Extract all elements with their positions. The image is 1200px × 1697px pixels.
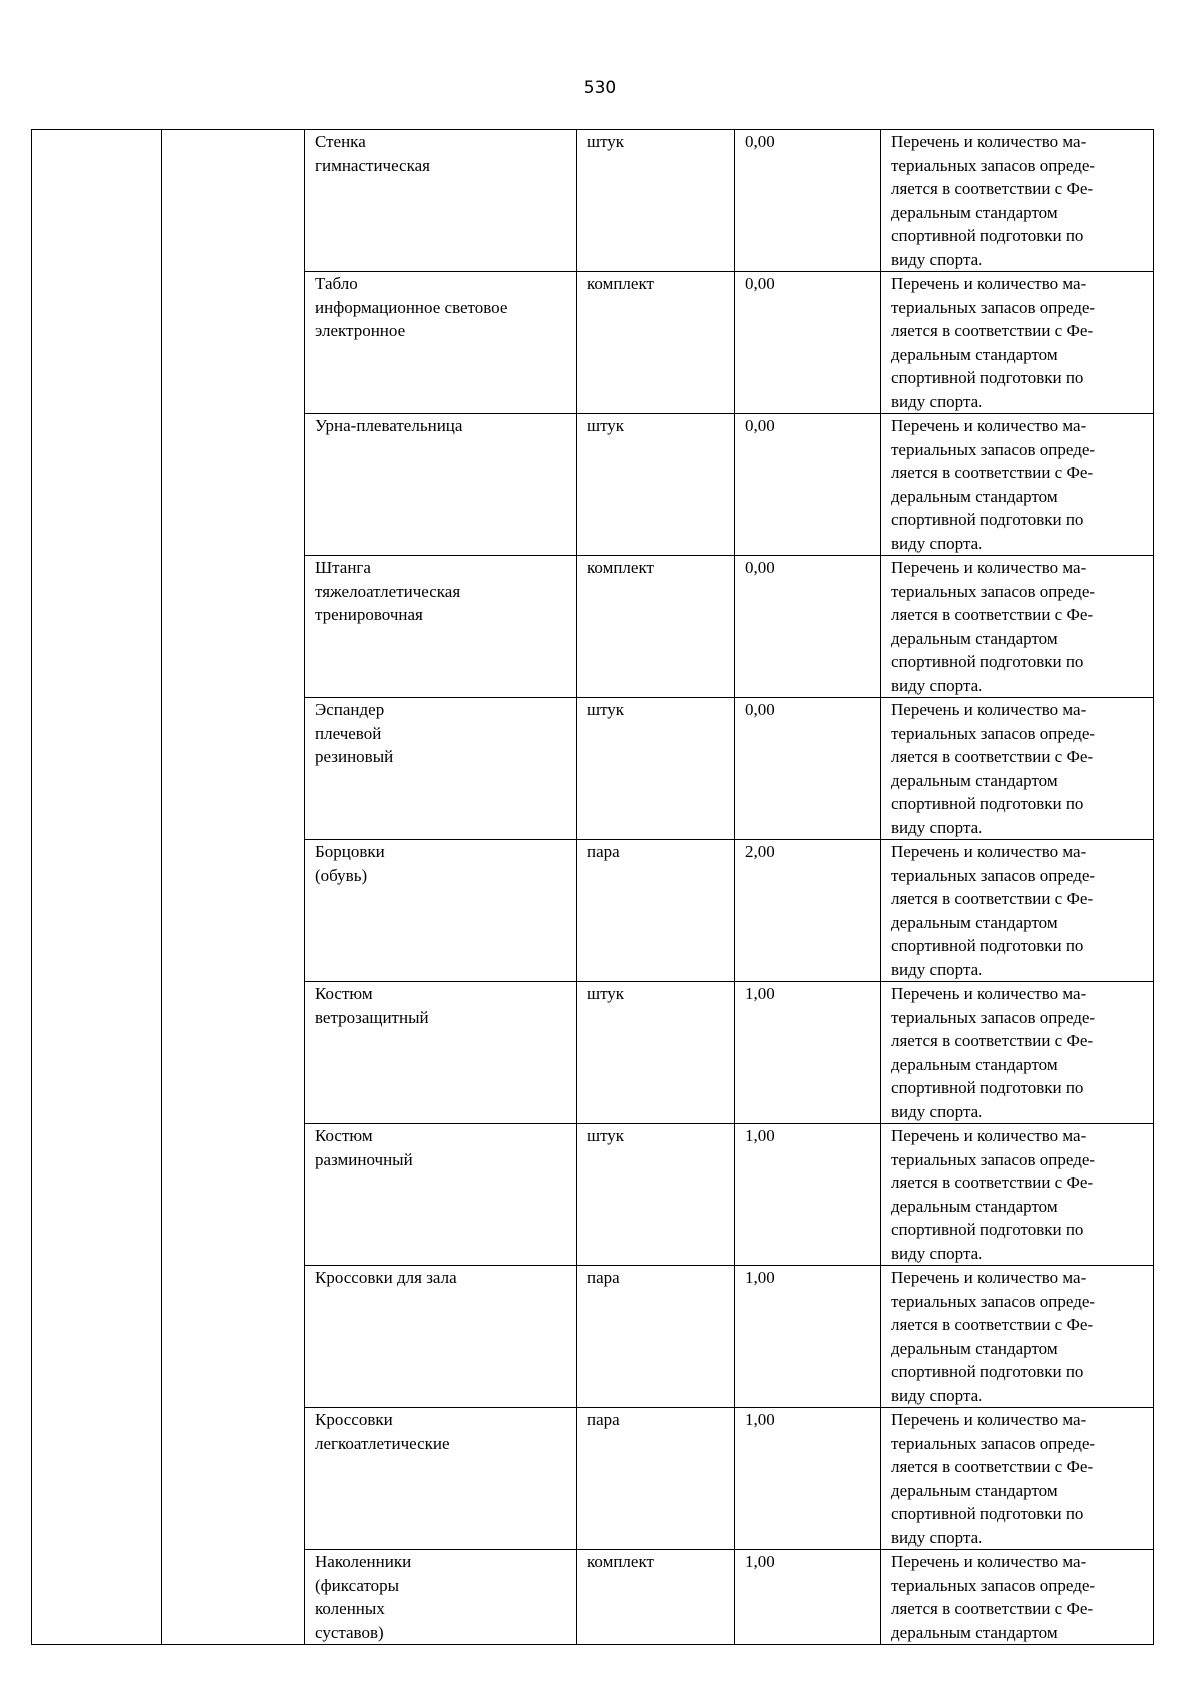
note-cell: Перечень и количество ма- териальных запасов опреде- ляется в соответствии с Фе- деральным стандартом спортивной подготовки по виду спорта. [881, 982, 1154, 1124]
quantity-cell: 0,00 [735, 556, 881, 698]
unit-cell: пара [577, 1266, 735, 1408]
quantity-cell: 0,00 [735, 130, 881, 272]
item-name-cell: Урна-плевательница [305, 414, 577, 556]
table-row [32, 130, 1154, 272]
second-column-cell [162, 130, 305, 1645]
quantity-cell: 0,00 [735, 414, 881, 556]
item-name-cell: Костюм разминочный [305, 1124, 577, 1266]
quantity-cell: 2,00 [735, 840, 881, 982]
quantity-cell: 0,00 [735, 698, 881, 840]
unit-cell: штук [577, 698, 735, 840]
equipment-table [31, 129, 1154, 1645]
item-name-cell: Штанга тяжелоатлетическая тренировочная [305, 556, 577, 698]
quantity-cell: 0,00 [735, 272, 881, 414]
first-column-cell [32, 130, 162, 1645]
item-name-cell: Кроссовки для зала [305, 1266, 577, 1408]
item-name-cell: Эспандер плечевой резиновый [305, 698, 577, 840]
table-body [32, 130, 1154, 1645]
unit-cell: комплект [577, 556, 735, 698]
unit-cell: штук [577, 1124, 735, 1266]
quantity-cell: 1,00 [735, 1124, 881, 1266]
note-cell: Перечень и количество ма- териальных запасов опреде- ляется в соответствии с Фе- деральным стандартом спортивной подготовки по виду спорта. [881, 272, 1154, 414]
note-cell: Перечень и количество ма- териальных запасов опреде- ляется в соответствии с Фе- деральным стандартом спортивной подготовки по виду спорта. [881, 840, 1154, 982]
unit-cell: штук [577, 130, 735, 272]
quantity-cell: 1,00 [735, 1266, 881, 1408]
unit-cell: штук [577, 982, 735, 1124]
item-name-cell: Кроссовки легкоатлетические [305, 1408, 577, 1550]
unit-cell: комплект [577, 272, 735, 414]
note-cell: Перечень и количество ма- териальных запасов опреде- ляется в соответствии с Фе- деральным стандартом спортивной подготовки по виду спорта. [881, 1124, 1154, 1266]
unit-cell: пара [577, 840, 735, 982]
note-cell: Перечень и количество ма- териальных запасов опреде- ляется в соответствии с Фе- деральным стандартом спортивной подготовки по виду спорта. [881, 414, 1154, 556]
item-name-cell: Наколенники (фиксаторы коленных суставов) [305, 1550, 577, 1645]
unit-cell: комплект [577, 1550, 735, 1645]
quantity-cell: 1,00 [735, 1550, 881, 1645]
item-name-cell: Табло информационное световое электронное [305, 272, 577, 414]
note-cell: Перечень и количество ма- териальных запасов опреде- ляется в соответствии с Фе- деральным стандартом [881, 1550, 1154, 1645]
unit-cell: штук [577, 414, 735, 556]
note-cell: Перечень и количество ма- териальных запасов опреде- ляется в соответствии с Фе- деральным стандартом спортивной подготовки по виду спорта. [881, 556, 1154, 698]
quantity-cell: 1,00 [735, 982, 881, 1124]
note-cell: Перечень и количество ма- териальных запасов опреде- ляется в соответствии с Фе- деральным стандартом спортивной подготовки по виду спорта. [881, 130, 1154, 272]
quantity-cell: 1,00 [735, 1408, 881, 1550]
item-name-cell: Костюм ветрозащитный [305, 982, 577, 1124]
note-cell: Перечень и количество ма- териальных запасов опреде- ляется в соответствии с Фе- деральным стандартом спортивной подготовки по виду спорта. [881, 698, 1154, 840]
note-cell: Перечень и количество ма- териальных запасов опреде- ляется в соответствии с Фе- деральным стандартом спортивной подготовки по виду спорта. [881, 1408, 1154, 1550]
unit-cell: пара [577, 1408, 735, 1550]
note-cell: Перечень и количество ма- териальных запасов опреде- ляется в соответствии с Фе- деральным стандартом спортивной подготовки по виду спорта. [881, 1266, 1154, 1408]
page-number: 530 [583, 78, 617, 98]
item-name-cell: Стенка гимнастическая [305, 130, 577, 272]
item-name-cell: Борцовки (обувь) [305, 840, 577, 982]
